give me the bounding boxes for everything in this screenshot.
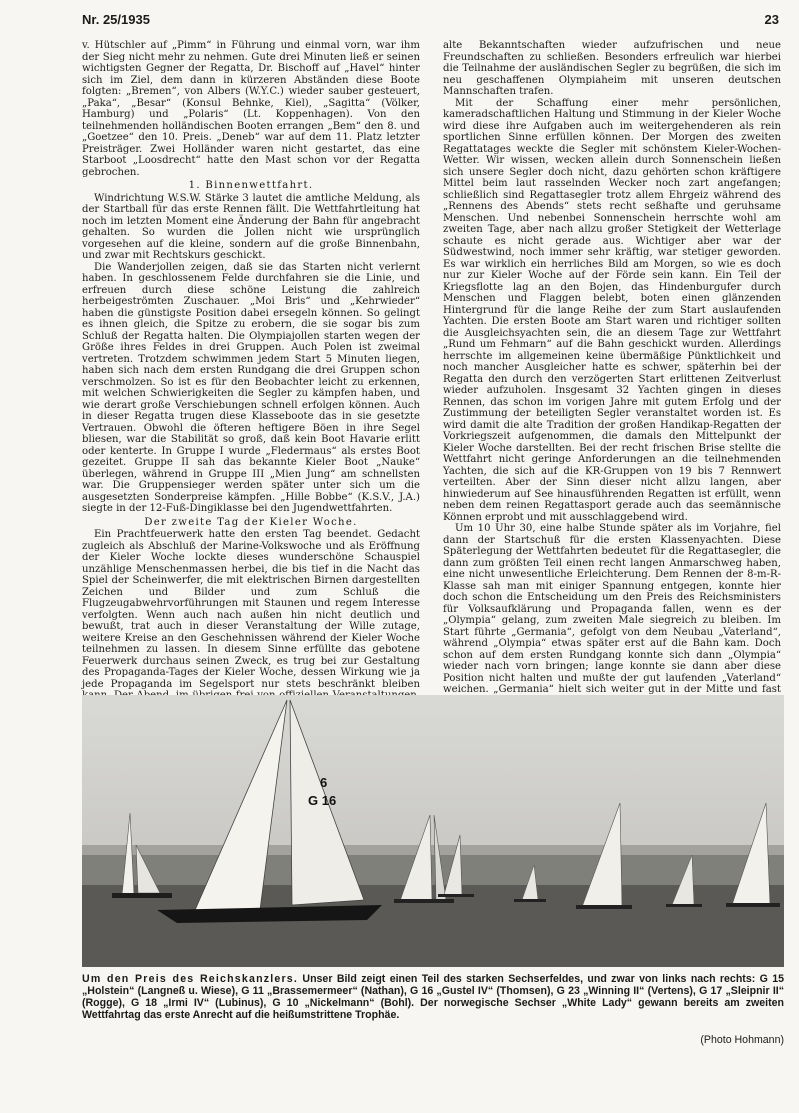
regatta-photo bbox=[82, 695, 784, 967]
hull-right-1 bbox=[576, 905, 632, 909]
sail-number-top: 6 bbox=[320, 775, 328, 790]
hull-mid-3 bbox=[514, 899, 546, 902]
hull-mid-2 bbox=[438, 894, 474, 897]
water-highlight bbox=[82, 855, 784, 885]
caption-lead: Um den Preis des Reichskanzlers. bbox=[82, 973, 299, 985]
section-heading: Der zweite Tag der Kieler Woche. bbox=[144, 516, 358, 528]
issue-number: Nr. 25/1935 bbox=[82, 12, 150, 27]
hull-right-3 bbox=[726, 903, 780, 907]
hull-right-2 bbox=[666, 904, 702, 907]
left-text-column bbox=[82, 40, 420, 690]
paragraph: alte Bekanntschaften wieder aufzufrischen und neue Freundschaften zu schließen. Besonders erfreulich war hierbei die Teilnahme der ausländischen Segler zu begrüßen, die sich im neu geschaffenen Olympiaheim mit unseren deutschen Mannschaften trafen. bbox=[443, 40, 781, 97]
page-header bbox=[82, 12, 779, 34]
photo-credit: (Photo Hohmann) bbox=[700, 1034, 784, 1046]
sail-number: G 16 bbox=[308, 793, 337, 808]
caption-text: Unser Bild zeigt einen Teil des starken Sechserfeldes, und zwar von links nach rechts: G 15 „Holstein“ (Langneß u. Wiese), G 11 „Brassemermeer“ (Nathan), G 16 „Gustel IV“ (Thomsen), G 23 „Winning II“ (Vertens), G 17 „Sleipnir II“ (Rogge), G 18 „Irmi IV“ (Lubinus), G 10 „Nickelmann“ (Bohl). Der norwegische Sechser „White Lady“ gewann bereits am zweiten Wettfahrtag das erste Anrecht auf die heißumstrittene Trophäe. bbox=[82, 973, 784, 1021]
sailboats-illustration bbox=[82, 695, 784, 967]
hull-left bbox=[112, 893, 172, 898]
paragraph: Ein Prachtfeuerwerk hatte den ersten Tag beendet. Gedacht zugleich als Abschluß der Marine-Volkswoche und als Eröffnung der Kieler Woche lockte dieses wunderschöne Schauspiel unzählige Menschenmassen herbei, die bis tief in die Nacht das Spiel der Scheinwerfer, die mit elektrischen Birnen dargestellten Zeichen und Bilder und zum Schluß die Flugzeugabwehrvorführungen mit Staunen und regem Interesse verfolgten. Wenn auch nach außen hin nicht deutlich und bewußt, trat auch in dieser Veranstaltung der Wille zutage, weitere Kreise an den Geschehnissen während der Kieler Woche teilnehmen zu lassen. In diesem Sinne erfüllte das gebotene Feuerwerk durchaus seinen Zweck, es trug bei zur Gestaltung des Propaganda-Tages der Kieler Woche, dessen Wirkung wie ja jede Propaganda im Segelsport nur stets beschränkt bleiben bbox=[82, 529, 420, 690]
paragraph: Mit der Schaffung einer mehr persönlichen, kameradschaftlichen Haltung und Stimmung in der Kieler Woche wird diese ihre Aufgaben auch im weitergehenderen als rein sportlichen Sinne erfüllen können. Der Morgen des zweiten Regattatages weckte die Segler mit schönstem Kieler-Wochen-Wetter. Wir wissen, wecken allein durch Sonnenschein ließen sich unsere Segler doch nicht, dazu gehörten schon kräftigere Mittel beim laut rasselnden Wecker noch zart angefangen; schließlich sind Regattasegler trotz allem Ehrgeiz während des „Rennens des Abends“ stets recht seßhafte und geruhsame Menschen. Und nebenbei Sonnenschein herrschte wohl am zweiten Tage, aber nach allzu großer Stetigkeit der Wetterlage schaute es nicht gerade aus. Wichtiger aber war der Südwestwind, noch immer sehr kräftig, war stetiger geworden. Es war wirklich ein herrliches Bild am Morgen, so wie es doch nur zur Kieler Woche auf der Förde sein kann. Ein Teil der Kriegsflotte lag an den Bojen, das Hindenburgufer durch Menschen und Flaggen belebt, boten einen glänzenden Hintergrund für die lange Reihe der zum Start auslaufenden Yachten. Die ersten Boote am Start waren und richtiger sollten die Ausgleichsyachten sein, die an diesem Tage zur Wettfahrt „Rund um Fehmarn“ auf die Bahn geschickt wurden. Allerdings herrschte im allgemeinen keine übermäßige Pünktlichkeit und noch mancher Ausgleicher hatte es schwer, späterhin bei der Regatta den durch den verzögerten Start erlittenen Zeitverlust wieder aufzuholen. Insgesamt 32 Yachten gingen in dieses Rennen, das schon im vorigen Jahre mit gutem Erfolg und der Zustimmung der beteiligten Segler veranstaltet worden ist. Es wird damit die alte Tradition der großen Handikap-Regatten der Vorkriegszeit aufgenommen, die damals den Mittelpunkt der Kieler Woche darstellten. Bei der recht frischen Brise stellte die Wettfahrt nicht geringe Anforderungen an die teilnehmenden Yachten, die sich auf die KR-Gruppen von 19 bis 7 Rennwert verteilten. Aber der Sinn dieser nicht allzu langen, aber hinwiederum auf See hinausführenden Regatten ist erfüllt, wenn neben dem reinen Regattasport gerade auch das seemännische Können erprobt und mit ausschlaggebend wird. bbox=[443, 97, 781, 523]
right-text-column bbox=[443, 40, 781, 695]
paragraph: v. Hütschler auf „Pimm“ in Führung und einmal vorn, war ihm der Sieg nicht mehr zu nehmen. Gute drei Minuten ließ er seinen wichtigsten Gegner der Regatta, Dr. Bischoff auf „Havel“ hinter sich im Ziel, dem dann in kürzeren Abständen diese Boote folgten: „Bremen“, von Albers (W.Y.C.) wieder sauber gesteuert, „Paka“, „Besar“ (Konsul Behnke, Kiel), „Sagitta“ (Völker, Hamburg) und „Polaris“ (Lt. Koppenhagen). Von den teilnehmenden holländischen Booten errangen „Bem“ den 8. und „Goetzee“ den 10. Preis. „Deneb“ war auf dem 11. Platz letzter Preisträger. Zwei Holländer waren nicht gestartet, das eine Starboot „Loosdrecht“ hatte den Mast schon vor der Regatta gebrochen. bbox=[82, 40, 420, 178]
paragraph: Die Wanderjollen zeigen, daß sie das Starten nicht verlernt haben. In geschlossenem Felde durchfahren sie die Linie, und erfreuen durch diese schöne Leistung die zahlreich herbeigeströmten Zuschauer. „Moi Bris“ und „Kehrwieder“ haben die günstigste Position dabei ersegeln können. So gelingt es ihnen gleich, die Spitze zu erobern, die sie sogar bis zum Schluß der Regatta halten. Die Olympiajollen starten wegen der Größe ihres Feldes in drei Gruppen. Auch Polen ist zweimal vertreten. Trotzdem schwimmen jedem Start 5 Minuten liegen, haben sich nach dem ersten Rundgang die drei Gruppen schon verschmolzen. So ist es für den Beobachter leicht zu erkennen, mit welchen Schwierigkeiten die Segler zu kämpfen haben, und wie derart große Verschiebungen schnell erfolgen können. Auch in dieser Regatta trugen diese Klasseboote das in sie gesetzte Vertrauen. Obwohl die öfteren heftigere Böen in ihre Segel bliesen, war die Stabilität so groß, daß kein Boot Havarie erlitt oder kenterte. In Gruppe I wurde „Fledermaus“ als erstes Boot gezeitet. Gruppe II sah das bekannte Kieler Boot „Nauke“ überlegen, während in Gruppe III „Mien Jung“ am schnellsten war. Die Gruppensieger werden später unter sich um die ausgesetzten Sonderpreise kämpfen. „Hille Bobbe“ (K.S.V., J.A.) siegte in der 12-Fuß-Dingiklasse bei den Jugendwettfahrten. bbox=[82, 261, 420, 514]
section-heading: 1. Binnenwettfahrt. bbox=[188, 180, 314, 191]
page-number: 23 bbox=[764, 12, 779, 27]
paragraph: Um 10 Uhr 30, eine halbe Stunde später als im Vorjahre, fiel dann der Startschuß für die ersten Klassenyachten. Diese Späterlegung der Wettfahrten bedeutet für die Regattasegler, die dann zum größten Teil einen recht langen Anmarschweg haben, eine nicht unwesentliche Erleichterung. Dem Rennen der 8-m-R-Klasse sah man mit einiger Spannung entgegen, konnte hier doch schon die Entscheidung um den Preis des Reichsministers für Volksaufklärung und Propaganda fallen, wenn es der „Olympia“ gelang, zum zweiten Male siegreich zu bleiben. Im Start führte „Germania“, gefolgt von dem Neubau „Vaterland“, während „Olympia“ etwas später erst auf die Bahn kam. Doch schon auf dem ersten Rundgang konnte sich dann „Olympia“ wieder nach vorn bringen; lange konnte sie dann aber diese Position nicht halten und mußte der gut laufenden „Vaterland“ weichen. „Germania“ hielt sich weiter gut in der Mitte und fast bbox=[443, 523, 781, 695]
photo-caption bbox=[82, 973, 784, 1021]
hull-mid-1 bbox=[394, 899, 454, 903]
paragraph: Windrichtung W.S.W. Stärke 3 lautet die amtliche Meldung, als der Startball für das erste Rennen fällt. Die Wettfahrtleitung hat noch im letzten Moment eine Änderung der Bahn für angebracht gehalten. So wurden die Jollen nicht wie ursprünglich vorgesehen auf die kleine, sondern auf die große Binnenbahn, und zwar mit Rechtskurs geschickt. bbox=[82, 192, 420, 261]
shoreline bbox=[82, 845, 784, 855]
